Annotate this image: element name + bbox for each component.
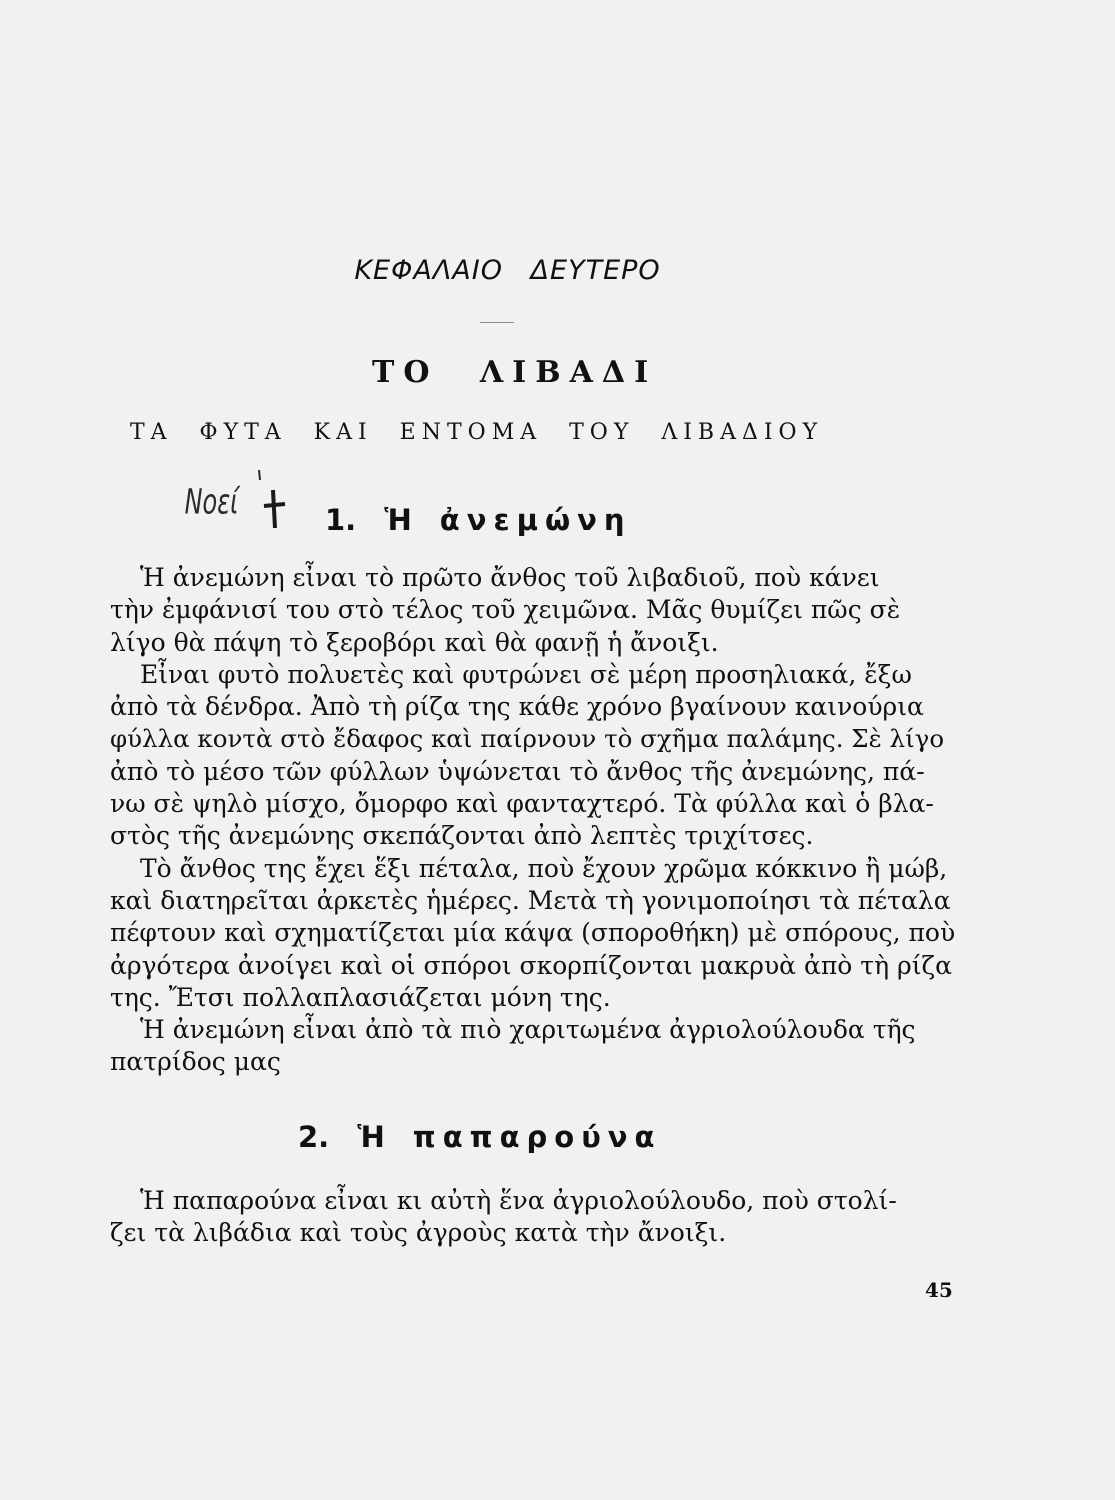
section-article: Ἡ — [357, 1120, 385, 1154]
text-line: ἀπὸ τὸ μέσο τῶν φύλλων ὑψώνεται τὸ ἄνθος τῆς ἀνεμώνης, πά- — [110, 756, 925, 786]
handwritten-note-text: Νοεί — [184, 482, 239, 523]
section-heading-anemone — [325, 503, 632, 537]
text-line: καὶ διατηρεῖται ἀρκετὲς ἡμέρες. Μετὰ τὴ γονιμοποίησι τὰ πέταλα — [110, 885, 951, 915]
text-line: πατρίδος μας — [110, 1047, 281, 1077]
text-line: ἀργότερα ἀνοίγει καὶ οἱ σπόροι σκορπίζονται μακρυὰ ἀπὸ τὴ ρίζα — [110, 950, 952, 980]
page-title: ΤΟ ΛΙΒΑΔΙ — [372, 355, 658, 390]
text-line: Ἡ ἀνεμώνη εἶναι τὸ πρῶτο ἄνθος τοῦ λιβαδιοῦ, ποὺ κάνει — [140, 563, 880, 592]
divider — [480, 322, 514, 323]
section-article: Ἡ — [384, 503, 412, 537]
text-line: Ἡ παπαρούνα εἶναι κι αὐτὴ ἕνα ἀγριολούλουδο, ποὺ στολί- — [140, 1186, 897, 1215]
text-line: λίγο θὰ πάψη τὸ ξεροβόρι καὶ θὰ φανῇ ἡ ἄνοιξι. — [110, 627, 719, 657]
text-line: Ἡ ἀνεμώνη εἶναι ἀπὸ τὰ πιὸ χαριτωμένα ἀγριολούλουδα τῆς — [140, 1015, 916, 1045]
chapter-label: ΚΕΦΑΛΑΙΟ ΔΕΥΤΕΡΟ — [354, 255, 661, 286]
text-line: Εἶναι φυτὸ πολυετὲς καὶ φυτρώνει σὲ μέρη προσηλιακά, ἔξω — [140, 659, 912, 689]
text-line: φύλλα κοντὰ στὸ ἔδαφος καὶ παίρνουν τὸ σχῆμα παλάμης. Σὲ λίγο — [110, 724, 945, 754]
handwritten-note-graphic — [183, 470, 293, 530]
text-line: πέφτουν καὶ σχηματίζεται μία κάψα (σποροθήκη) μὲ σπόρους, ποὺ — [110, 918, 956, 948]
section-title-word: παπαρούνα — [412, 1120, 662, 1154]
page-number: 45 — [925, 1278, 953, 1302]
section-body-anemone — [110, 562, 960, 1079]
text-line: νω σὲ ψηλὸ μίσχο, ὄμορφο καὶ φανταχτερό. Τὰ φύλλα καὶ ὁ βλα- — [110, 789, 934, 819]
text-line: τὴν ἐμφάνισί του στὸ τέλος τοῦ χειμῶνα. Μᾶς θυμίζει πῶς σὲ — [110, 595, 901, 625]
section-heading-poppy — [298, 1120, 661, 1154]
section-body-poppy — [110, 1185, 960, 1250]
section-title-word: ἀνεμώνη — [439, 503, 632, 537]
text-line: ἀπὸ τὰ δένδρα. Ἀπὸ τὴ ρίζα της κάθε χρόνο βγαίνουν καινούρια — [110, 692, 924, 722]
text-line: Τὸ ἄνθος της ἔχει ἕξι πέταλα, ποὺ ἔχουν χρῶμα κόκκινο ἢ μώβ, — [140, 853, 948, 883]
text-line: στὸς τῆς ἀνεμώνης σκεπάζονται ἀπὸ λεπτὲς τριχίτσες. — [110, 821, 814, 851]
section-number: 1. — [325, 503, 357, 537]
text-line: ζει τὰ λιβάδια καὶ τοὺς ἀγροὺς κατὰ τὴν ἄνοιξι. — [110, 1218, 727, 1248]
section-number: 2. — [298, 1120, 330, 1154]
handwritten-annotation — [183, 470, 293, 530]
text-line: της. Ἔτσι πολλαπλασιάζεται μόνη της. — [110, 982, 611, 1012]
page-subtitle: ΤΑ ΦΥΤΑ ΚΑΙ ΕΝΤΟΜΑ ΤΟΥ ΛΙΒΑΔΙΟΥ — [130, 420, 824, 445]
